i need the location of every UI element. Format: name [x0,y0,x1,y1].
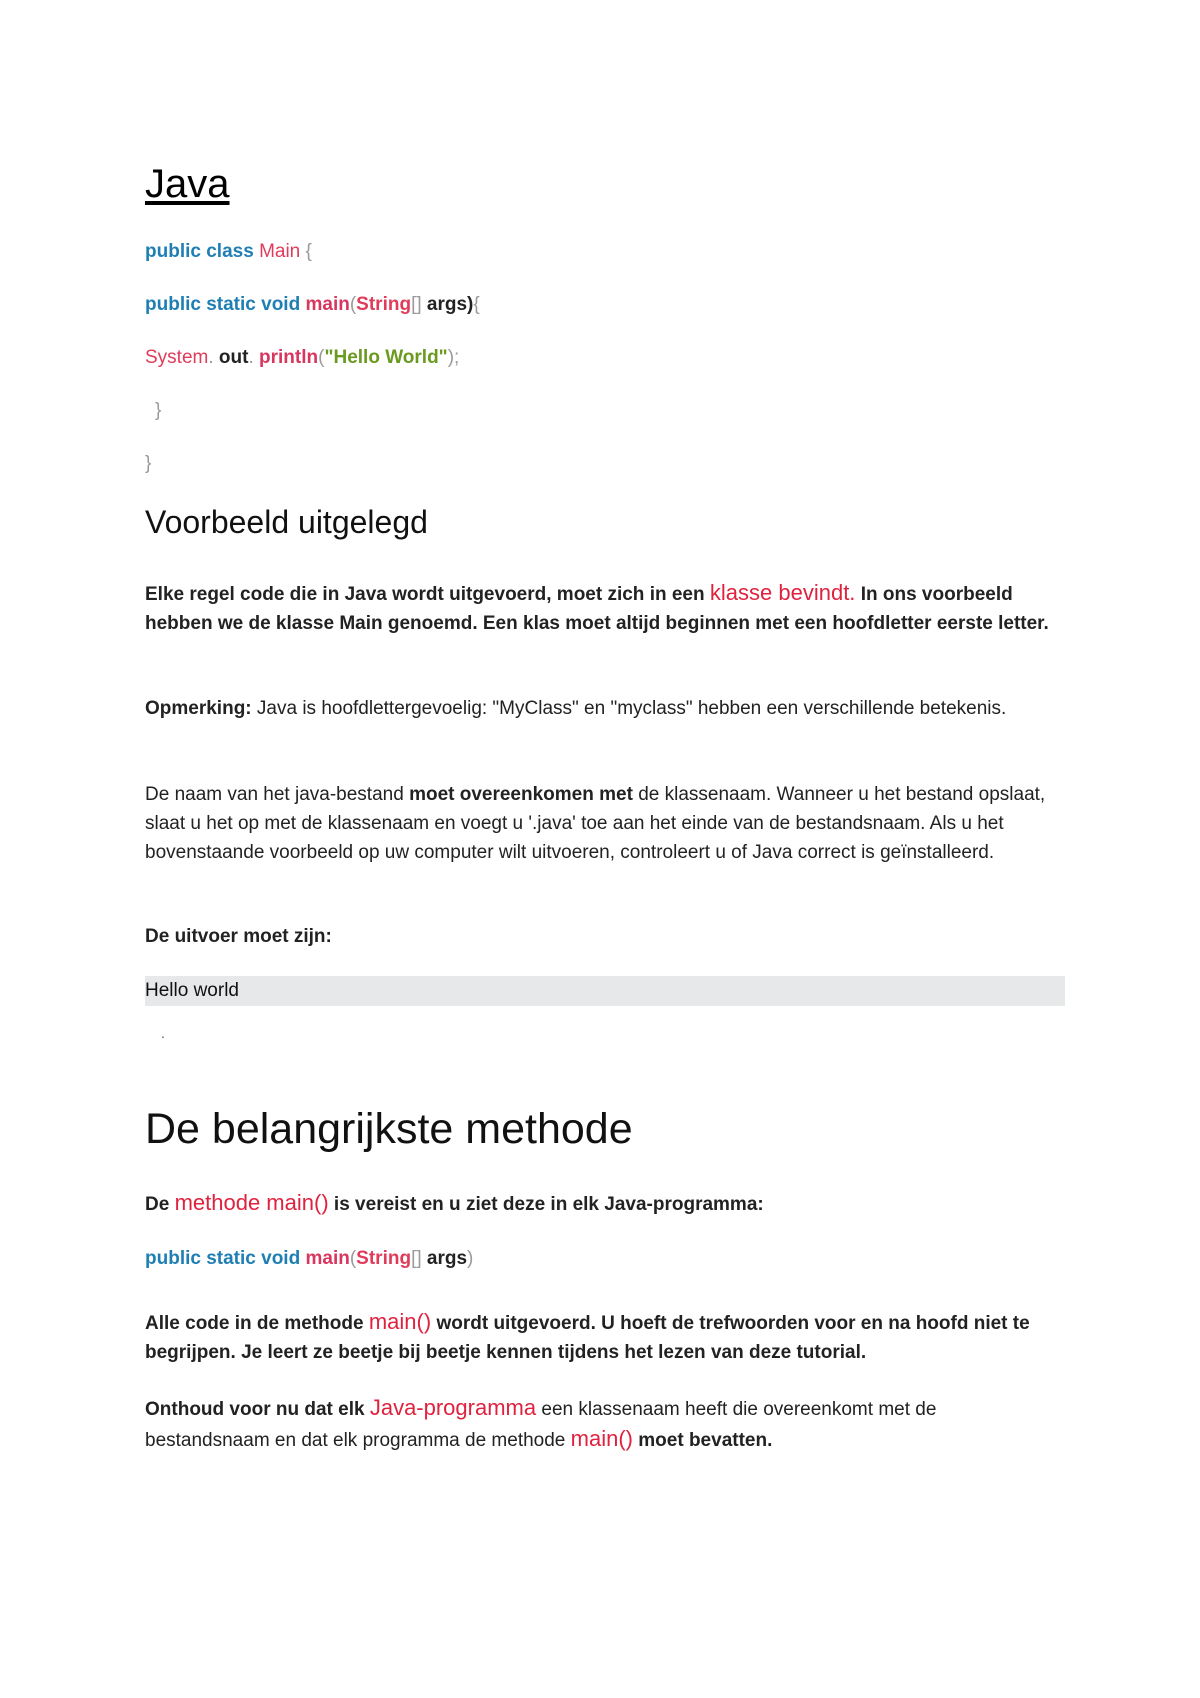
code-args: args [426,1248,468,1269]
code-line-println [145,347,459,369]
text: is vereist en u ziet deze in elk Java-programma: [328,1194,764,1215]
highlight-methode-main: methode main() [174,1190,329,1215]
highlight-main: main() [368,1309,432,1334]
paragraph-methode-main [145,1188,1065,1219]
code-brackets: [] [411,294,422,315]
code-out: out [218,347,249,368]
text: Java is hoofdlettergevoelig: "MyClass" en "myclass" hebben een verschillende betekenis. [251,698,1007,719]
section-heading-voorbeeld: Voorbeeld uitgelegd [145,504,428,540]
highlight-main-2: main() [570,1426,633,1451]
text: Onthoud voor nu dat elk [145,1399,370,1420]
code-system: System [145,347,209,368]
code-classname: Main [259,241,301,262]
code-keyword: public static void [145,1248,301,1269]
code-close-brace-outer: } [145,453,152,474]
highlight-java-programma: Java-programma [369,1395,537,1420]
bold-main: Main [339,613,383,634]
text: moet bevatten. [633,1430,773,1451]
page-title: Java [145,162,230,206]
paragraph-klasse [145,578,1065,638]
code-string: "Hello World" [324,347,448,368]
text: De naam van het java-bestand [145,784,410,805]
code-brackets: [] [411,1248,422,1269]
code-line-main-2 [145,1248,473,1270]
paragraph-alle-code [145,1307,1065,1367]
text: Alle code in de methode [145,1313,369,1334]
code-paren: ) [467,1248,474,1269]
output-box: Hello world [145,976,1065,1006]
paragraph-uitvoer: De uitvoer moet zijn: [145,926,332,947]
code-line-main [145,294,480,316]
code-dot: . [248,347,254,368]
section-heading-methode: De belangrijkste methode [145,1105,633,1153]
code-println: println [259,347,319,368]
code-keyword: public static void [145,294,301,315]
text: De [145,1194,175,1215]
text: een klassenaam heeft die overeenkomt met de bestandsnaam en dat elk programma de methode [145,1399,937,1451]
code-paren: ( [349,294,357,315]
paragraph-bestand [145,780,1065,867]
code-close-brace-inner: } [155,400,162,421]
code-dot: . [208,347,214,368]
text: Elke regel code die in Java wordt uitgevoerd, moet zich in een [145,584,710,605]
code-method: main [305,294,350,315]
code-line-class [145,241,312,263]
code-keyword: public class [145,241,254,262]
code-brace: { [305,241,312,262]
code-paren: ( [318,347,325,368]
text: genoemd. Een klas moet altijd beginnen met een hoofdletter eerste letter. [382,613,1049,634]
code-args: args) [426,294,474,315]
text: In ons voorbeeld hebben we de klasse [145,584,1013,634]
paragraph-opmerking [145,694,1065,723]
bold-overeenkomen: moet overeenkomen met [409,784,633,805]
code-close: ); [447,347,460,368]
stray-dot: . [161,1025,165,1041]
text: wordt uitgevoerd. U hoeft de trefwoorden voor en na hoofd niet te begrijpen. Je leert ze beetje bij beetje kennen tijdens het lezen van deze tutorial. [145,1313,1030,1363]
code-brace: { [473,294,480,315]
code-paren: ( [349,1248,357,1269]
code-type: String [356,294,412,315]
code-method: main [305,1248,350,1269]
highlight-klasse: klasse bevindt. [709,580,856,605]
label-opmerking: Opmerking: [145,698,252,719]
text: de klassenaam. Wanneer u het bestand opslaat, slaat u het op met de klassenaam en voegt u '.java' toe aan het einde van de bestandsnaam. Als u het bovenstaande voorbeeld op uw computer wilt uitvoeren, controleert u of Java correct is geïnstalleerd. [145,784,1046,863]
paragraph-onthoud [145,1393,1065,1455]
code-type: String [356,1248,412,1269]
